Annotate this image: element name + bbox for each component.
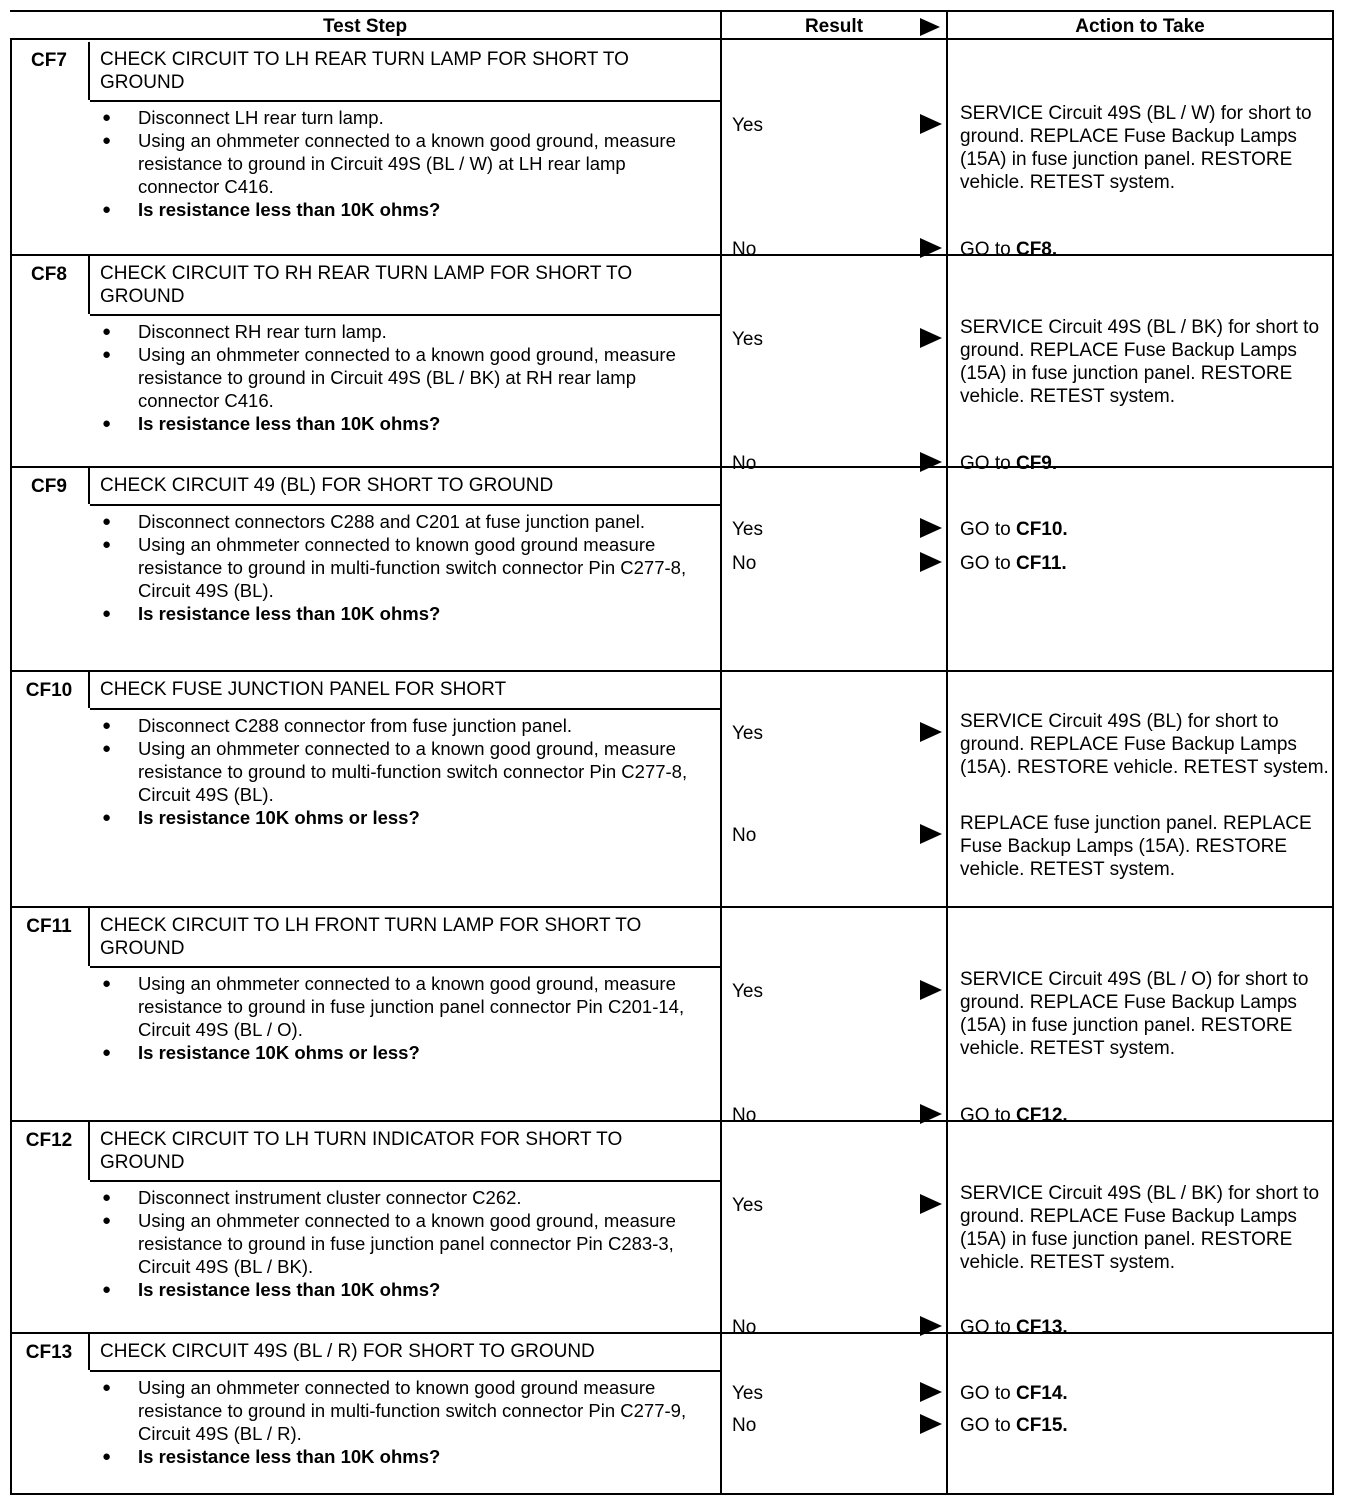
action-goto-prefix: GO to bbox=[960, 519, 1011, 540]
result-yes-label: Yes bbox=[732, 1383, 763, 1404]
arrow-right-icon bbox=[920, 452, 942, 472]
action-goto-prefix: GO to bbox=[960, 1383, 1011, 1404]
arrow-right-icon bbox=[920, 722, 942, 742]
header-result bbox=[720, 10, 946, 40]
instruction-item: ● Using an ohmmeter connected to a known good ground, measure resistance to ground in Circuit 49S (BL / BK) at RH rear lamp connector C416. bbox=[96, 343, 706, 412]
action-no bbox=[960, 238, 1332, 261]
action-no bbox=[960, 1104, 1332, 1127]
step-id-divider bbox=[88, 1122, 90, 1180]
header-result-label: Result bbox=[804, 16, 864, 37]
action-yes bbox=[960, 518, 1332, 541]
step-id-divider bbox=[88, 908, 90, 966]
step-instructions bbox=[96, 320, 706, 435]
step-question: ● Is resistance less than 10K ohms? bbox=[96, 1278, 706, 1301]
step-title-rule bbox=[90, 314, 720, 316]
test-step-row bbox=[10, 468, 720, 670]
step-title: CHECK CIRCUIT TO LH TURN INDICATOR FOR SHORT TO GROUND bbox=[100, 1129, 623, 1173]
step-id-divider bbox=[88, 1334, 90, 1370]
step-id: CF8 bbox=[31, 264, 67, 285]
table-bottom-border bbox=[10, 1493, 1334, 1495]
step-instructions bbox=[96, 510, 706, 625]
step-title-rule bbox=[90, 504, 720, 506]
action-goto-target: CF11. bbox=[1015, 553, 1067, 574]
action-goto-target: CF8. bbox=[1015, 239, 1058, 260]
arrow-right-icon bbox=[920, 238, 942, 258]
action-no bbox=[960, 1316, 1332, 1339]
test-step-row bbox=[10, 1334, 720, 1493]
action-yes: SERVICE Circuit 49S (BL / W) for short to ground. REPLACE Fuse Backup Lamps (15A) in fuse junction panel. RESTORE vehicle. RETEST system. bbox=[960, 103, 1312, 193]
step-title: CHECK CIRCUIT 49S (BL / R) FOR SHORT TO GROUND bbox=[100, 1341, 595, 1362]
step-id-divider bbox=[88, 42, 90, 100]
arrow-right-icon bbox=[920, 1194, 942, 1214]
test-step-row bbox=[10, 908, 720, 1120]
result-yes-label: Yes bbox=[732, 115, 763, 136]
instruction-item: ● Disconnect RH rear turn lamp. bbox=[96, 320, 706, 343]
arrow-right-icon bbox=[920, 18, 940, 36]
action-goto-target: CF13. bbox=[1015, 1317, 1068, 1338]
step-question: ● Is resistance less than 10K ohms? bbox=[96, 1445, 706, 1468]
result-yes-label: Yes bbox=[732, 1195, 763, 1216]
test-step-row bbox=[10, 1122, 720, 1332]
instruction-item: ● Disconnect connectors C288 and C201 at fuse junction panel. bbox=[96, 510, 706, 533]
step-id: CF10 bbox=[25, 680, 73, 701]
action-no bbox=[960, 452, 1332, 475]
action-yes: SERVICE Circuit 49S (BL) for short to ground. REPLACE Fuse Backup Lamps (15A). RESTORE vehicle. RETEST system. bbox=[960, 711, 1329, 778]
result-yes-label: Yes bbox=[732, 329, 763, 350]
header-test-step: Test Step bbox=[10, 10, 720, 40]
instruction-item: ● Using an ohmmeter connected to a known good ground, measure resistance to ground in fuse junction panel connector Pin C201-14, Circuit 49S (BL / O). bbox=[96, 972, 706, 1041]
step-id: CF9 bbox=[31, 476, 67, 497]
instruction-item: ● Using an ohmmeter connected to a known good ground, measure resistance to ground to multi-function switch connector Pin C277-8, Circuit 49S (BL). bbox=[96, 737, 706, 806]
action-goto-target: CF10. bbox=[1015, 519, 1068, 540]
arrow-right-icon bbox=[920, 328, 942, 348]
arrow-right-icon bbox=[920, 980, 942, 1000]
step-title: CHECK CIRCUIT 49 (BL) FOR SHORT TO GROUND bbox=[100, 475, 554, 496]
action-goto-prefix: GO to bbox=[960, 1317, 1011, 1338]
instruction-item: ● Using an ohmmeter connected to a known good ground, measure resistance to ground in fuse junction panel connector Pin C283-3, Circuit 49S (BL / BK). bbox=[96, 1209, 706, 1278]
action-goto-prefix: GO to bbox=[960, 1105, 1011, 1126]
instruction-item: ● Disconnect instrument cluster connector C262. bbox=[96, 1186, 706, 1209]
step-question: ● Is resistance 10K ohms or less? bbox=[96, 1041, 706, 1064]
step-id-divider bbox=[88, 256, 90, 314]
arrow-right-icon bbox=[920, 114, 942, 134]
arrow-right-icon bbox=[920, 1382, 942, 1402]
step-title-rule bbox=[90, 100, 720, 102]
action-goto-target: CF14. bbox=[1015, 1383, 1068, 1404]
step-question: ● Is resistance less than 10K ohms? bbox=[96, 412, 706, 435]
arrow-right-icon bbox=[920, 824, 942, 844]
step-question: ● Is resistance less than 10K ohms? bbox=[96, 602, 706, 625]
step-title-rule bbox=[90, 1180, 720, 1182]
column-divider-result-action bbox=[946, 40, 948, 1495]
action-goto-prefix: GO to bbox=[960, 1415, 1011, 1436]
step-id-divider bbox=[88, 468, 90, 504]
step-title-rule bbox=[90, 708, 720, 710]
step-question: ● Is resistance 10K ohms or less? bbox=[96, 806, 706, 829]
action-no bbox=[960, 552, 1332, 575]
instruction-item: ● Using an ohmmeter connected to a known good ground, measure resistance to ground in Circuit 49S (BL / W) at LH rear lamp connector C416. bbox=[96, 129, 706, 198]
action-goto-target: CF15. bbox=[1015, 1415, 1068, 1436]
result-no-label: No bbox=[732, 1105, 757, 1126]
step-title: CHECK CIRCUIT TO RH REAR TURN LAMP FOR SHORT TO GROUND bbox=[100, 263, 633, 307]
result-yes-label: Yes bbox=[732, 981, 763, 1002]
step-id: CF13 bbox=[25, 1342, 73, 1363]
step-instructions bbox=[96, 714, 706, 829]
test-step-row bbox=[10, 42, 720, 254]
arrow-right-icon bbox=[920, 518, 942, 538]
action-yes bbox=[960, 1382, 1332, 1405]
result-yes-label: Yes bbox=[732, 723, 763, 744]
result-no-label: No bbox=[732, 825, 757, 846]
instruction-item: ● Disconnect C288 connector from fuse junction panel. bbox=[96, 714, 706, 737]
arrow-right-icon bbox=[920, 552, 942, 572]
step-title-rule bbox=[90, 1370, 720, 1372]
test-step-row bbox=[10, 256, 720, 466]
action-yes: SERVICE Circuit 49S (BL / BK) for short to ground. REPLACE Fuse Backup Lamps (15A) in fuse junction panel. RESTORE vehicle. RETEST system. bbox=[960, 317, 1320, 407]
action-goto-prefix: GO to bbox=[960, 553, 1011, 574]
step-instructions bbox=[96, 1376, 706, 1468]
result-no-label: No bbox=[732, 1415, 757, 1436]
step-title: CHECK FUSE JUNCTION PANEL FOR SHORT bbox=[100, 679, 507, 700]
action-yes: SERVICE Circuit 49S (BL / O) for short to ground. REPLACE Fuse Backup Lamps (15A) in fuse junction panel. RESTORE vehicle. RETEST system. bbox=[960, 969, 1309, 1059]
arrow-right-icon bbox=[920, 1316, 942, 1336]
action-goto-target: CF9. bbox=[1015, 453, 1058, 474]
step-id: CF11 bbox=[26, 916, 72, 937]
step-instructions bbox=[96, 106, 706, 221]
test-step-row bbox=[10, 672, 720, 906]
step-id: CF12 bbox=[25, 1130, 73, 1151]
result-no-label: No bbox=[732, 453, 757, 474]
column-divider-test-result bbox=[720, 40, 722, 1495]
header-action: Action to Take bbox=[946, 10, 1334, 40]
step-instructions bbox=[96, 1186, 706, 1301]
action-goto-target: CF12. bbox=[1015, 1105, 1068, 1126]
action-no: REPLACE fuse junction panel. REPLACE Fuse Backup Lamps (15A). RESTORE vehicle. RETEST system. bbox=[960, 813, 1312, 880]
step-title: CHECK CIRCUIT TO LH FRONT TURN LAMP FOR SHORT TO GROUND bbox=[100, 915, 642, 959]
step-question: ● Is resistance less than 10K ohms? bbox=[96, 198, 706, 221]
step-title: CHECK CIRCUIT TO LH REAR TURN LAMP FOR SHORT TO GROUND bbox=[100, 49, 629, 93]
instruction-item: ● Using an ohmmeter connected to known good ground measure resistance to ground in multi-function switch connector Pin C277-9, Circuit 49S (BL / R). bbox=[96, 1376, 706, 1445]
result-no-label: No bbox=[732, 1317, 757, 1338]
arrow-right-icon bbox=[920, 1414, 942, 1434]
result-no-label: No bbox=[732, 239, 757, 260]
result-no-label: No bbox=[732, 553, 757, 574]
action-no bbox=[960, 1414, 1332, 1437]
action-goto-prefix: GO to bbox=[960, 239, 1011, 260]
step-id-divider bbox=[88, 672, 90, 708]
action-yes: SERVICE Circuit 49S (BL / BK) for short to ground. REPLACE Fuse Backup Lamps (15A) in fuse junction panel. RESTORE vehicle. RETEST system. bbox=[960, 1183, 1320, 1273]
result-yes-label: Yes bbox=[732, 519, 763, 540]
step-id: CF7 bbox=[31, 50, 67, 71]
step-instructions bbox=[96, 972, 706, 1064]
action-goto-prefix: GO to bbox=[960, 453, 1011, 474]
step-title-rule bbox=[90, 966, 720, 968]
arrow-right-icon bbox=[920, 1104, 942, 1124]
table-right-border bbox=[1332, 40, 1334, 1495]
instruction-item: ● Disconnect LH rear turn lamp. bbox=[96, 106, 706, 129]
instruction-item: ● Using an ohmmeter connected to known good ground measure resistance to ground in multi-function switch connector Pin C277-8, Circuit 49S (BL). bbox=[96, 533, 706, 602]
